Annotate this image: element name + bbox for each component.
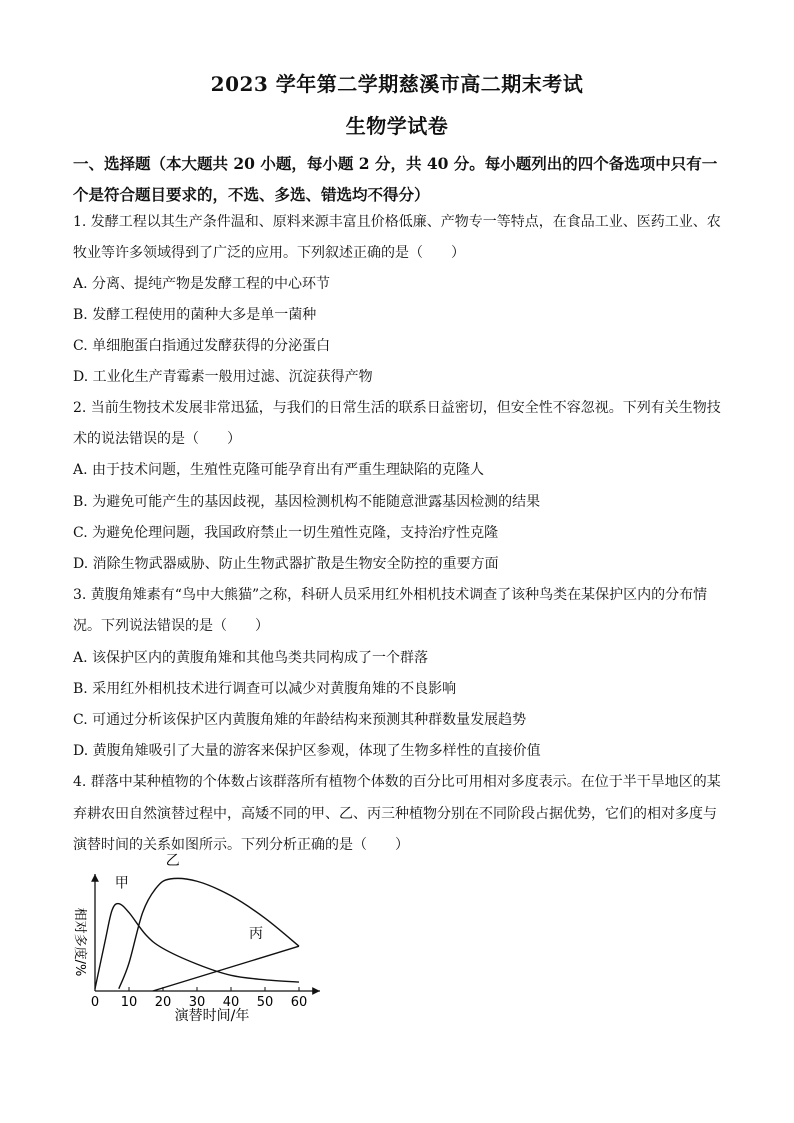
exam-subtitle: 生物学试卷 xyxy=(345,114,449,138)
q3-option-d: D. 黄腹角雉吸引了大量的游客来保护区参观，体现了生物多样性的直接价值 xyxy=(73,743,541,759)
y-axis-label: 相对多度/% xyxy=(72,907,87,977)
exam-title: 2023 学年第二学期慈溪市高二期末考试 xyxy=(210,72,584,96)
q2-option-c: C. 为避免伦理问题，我国政府禁止一切生殖性克隆，支持治疗性克隆 xyxy=(73,525,499,541)
x-tick-label: 0 xyxy=(90,995,100,1010)
series-line-2 xyxy=(119,878,299,988)
q2-stem-line: 2. 当前生物技术发展非常迅猛，与我们的日常生活的联系日益密切，但安全性不容忽视。下列有关生物技 xyxy=(73,400,721,416)
q1-option-a: A. 分离、提纯产物是发酵工程的中心环节 xyxy=(73,276,331,292)
series-label-1: 甲 xyxy=(114,875,129,892)
q2-option-b: B. 为避免可能产生的基因歧视，基因检测机构不能随意泄露基因检测的结果 xyxy=(73,494,541,510)
q3-stem-line: 况。下列说法错误的是（ ） xyxy=(73,618,269,634)
q3-option-a: A. 该保护区内的黄腹角雉和其他鸟类共同构成了一个群落 xyxy=(73,650,429,666)
q4-stem-line: 4. 群落中某种植物的个体数占该群落所有植物个体数的百分比可用相对多度表示。在位于半干旱地区的某 xyxy=(73,774,721,790)
x-axis-label: 演替时间/年 xyxy=(174,1008,250,1024)
q1-stem-line: 1. 发酵工程以其生产条件温和、原料来源丰富且价格低廉、产物专一等特点，在食品工业、医药工业、农 xyxy=(73,214,721,230)
q3-option-c: C. 可通过分析该保护区内黄腹角雉的年龄结构来预测其种群数量发展趋势 xyxy=(73,712,527,728)
q1-stem-line: 牧业等许多领域得到了广泛的应用。下列叙述正确的是（ ） xyxy=(73,245,465,261)
succession-chart xyxy=(62,853,332,1032)
x-tick-label: 50 xyxy=(256,995,274,1010)
q1-option-b: B. 发酵工程使用的菌种大多是单一菌种 xyxy=(73,307,317,323)
x-tick-label: 10 xyxy=(120,995,138,1010)
series-label-2: 乙 xyxy=(165,853,180,869)
series-label-3: 丙 xyxy=(249,926,263,943)
x-tick-label: 60 xyxy=(290,995,308,1010)
section-heading-line: 个是符合题目要求的，不选、多选、错选均不得分） xyxy=(73,185,430,204)
q1-option-d: D. 工业化生产青霉素一般用过滤、沉淀获得产物 xyxy=(73,369,373,385)
series-line-1 xyxy=(95,904,299,989)
q4-stem-line: 演替时间的关系如图所示。下列分析正确的是（ ） xyxy=(73,837,409,853)
x-tick-label: 20 xyxy=(154,995,172,1010)
q2-option-d: D. 消除生物武器威胁、防止生物武器扩散是生物安全防控的重要方面 xyxy=(73,556,499,572)
q4-stem-line: 弃耕农田自然演替过程中，高矮不同的甲、乙、丙三种植物分别在不同阶段占据优势，它们的相对多度与 xyxy=(73,806,717,822)
series-line-3 xyxy=(153,946,299,991)
q3-stem-line: 3. 黄腹角雉素有“鸟中大熊猫”之称，科研人员采用红外相机技术调查了该种鸟类在某保护区内的分布情 xyxy=(73,587,708,603)
q2-stem-line: 术的说法错误的是（ ） xyxy=(73,431,241,447)
q2-option-a: A. 由于技术问题，生殖性克隆可能孕育出有严重生理缺陷的克隆人 xyxy=(73,462,485,478)
q3-option-b: B. 采用红外相机技术进行调查可以减少对黄腹角雉的不良影响 xyxy=(73,681,457,697)
q1-option-c: C. 单细胞蛋白指通过发酵获得的分泌蛋白 xyxy=(73,338,331,354)
x-tick-label: 30 xyxy=(188,995,206,1010)
section-heading-line: 一、选择题（本大题共 20 小题，每小题 2 分，共 40 分。每小题列出的四个备选项中只有一 xyxy=(73,154,718,173)
section-heading xyxy=(73,148,723,210)
x-tick-label: 40 xyxy=(222,995,240,1010)
